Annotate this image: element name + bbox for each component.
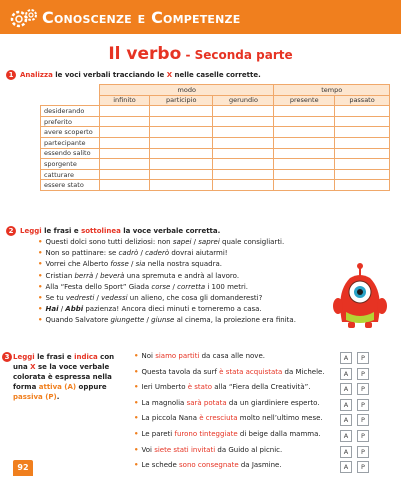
answer-box-row xyxy=(340,429,390,445)
answer-cell[interactable] xyxy=(213,159,274,170)
answer-cell[interactable] xyxy=(150,106,213,117)
sentence-text: Quando Salvatore xyxy=(45,316,111,325)
passive-checkbox[interactable]: P xyxy=(357,446,369,458)
instr-passive: passiva (P) xyxy=(13,393,57,401)
sentence-text: alla “Fiera della Creatività”. xyxy=(211,383,311,392)
option-separator: / xyxy=(144,316,152,325)
answer-cell[interactable] xyxy=(150,148,213,159)
verb-option[interactable]: Abbi xyxy=(65,305,84,314)
answer-cell[interactable] xyxy=(274,106,335,117)
exercise-2-instruction xyxy=(20,227,220,235)
answer-box-row xyxy=(340,460,390,476)
sentence-item xyxy=(134,380,334,396)
bullet-icon: • xyxy=(134,383,139,392)
highlighted-verb: sarà potata xyxy=(186,398,227,407)
answer-cell[interactable] xyxy=(150,137,213,148)
instr-text: le frasi e xyxy=(41,227,82,235)
instr-text: se la voce verbale colorata è espressa nella forma xyxy=(13,363,112,391)
title-sub: - Seconda parte xyxy=(181,48,293,62)
answer-cell[interactable] xyxy=(213,137,274,148)
sentence-text: Vorrei che Alberto xyxy=(45,260,111,269)
highlighted-verb: furono tinteggiate xyxy=(174,429,238,438)
answer-cell[interactable] xyxy=(150,116,213,127)
header-bar xyxy=(0,0,401,34)
bullet-icon: • xyxy=(134,352,139,360)
answer-cell[interactable] xyxy=(100,148,150,159)
verb-option[interactable]: vedessi xyxy=(101,294,128,303)
sentence-text: i 100 metri. xyxy=(205,282,249,291)
answer-cell[interactable] xyxy=(213,180,274,191)
answer-cell[interactable] xyxy=(100,159,150,170)
table-row xyxy=(41,116,390,127)
col-header: passato xyxy=(335,95,390,106)
answer-cell[interactable] xyxy=(274,159,335,170)
answer-cell[interactable] xyxy=(100,137,150,148)
sentence-text: di beige dalla mamma. xyxy=(237,429,321,438)
bullet-icon: • xyxy=(134,445,139,454)
page-number: 92 xyxy=(13,460,33,476)
answer-box-row xyxy=(340,398,390,414)
instr-text: le frasi e xyxy=(34,353,75,361)
answer-cell[interactable] xyxy=(150,169,213,180)
exercise-3-answer-boxes xyxy=(340,351,390,476)
sentence-text: una spremuta e andrà al lavoro. xyxy=(124,271,240,280)
answer-cell[interactable] xyxy=(274,148,335,159)
passive-checkbox[interactable]: P xyxy=(357,461,369,473)
sentence-text: da Michele. xyxy=(282,367,325,376)
gears-icon xyxy=(8,6,40,30)
table-row xyxy=(41,137,390,148)
col-header: participio xyxy=(150,95,213,106)
answer-cell[interactable] xyxy=(274,137,335,148)
sentence-text: Questa tavola da surf xyxy=(141,367,220,376)
sentence-text: Noi xyxy=(141,352,156,360)
analysis-table xyxy=(40,84,390,191)
bullet-icon: • xyxy=(38,249,43,258)
sentence-item xyxy=(134,443,334,459)
verb-option[interactable]: Hai xyxy=(45,305,59,314)
row-label: essendo salito xyxy=(41,148,100,159)
sentence-text: Questi dolci sono tutti deliziosi: non xyxy=(45,238,173,246)
alien-mascot-illustration xyxy=(330,262,390,332)
instr-text: nelle caselle corrette. xyxy=(172,71,261,79)
answer-cell[interactable] xyxy=(335,116,390,127)
sentence-text: La piccola Nana xyxy=(141,414,200,423)
exercise-2-number: 2 xyxy=(6,226,16,236)
exercise-3-sentences xyxy=(134,349,334,474)
sentence-text: Non so pattinare: se xyxy=(45,249,119,258)
verb-option[interactable]: beverà xyxy=(100,271,125,280)
verb-option[interactable]: fosse xyxy=(110,260,129,269)
table-row xyxy=(41,106,390,117)
answer-cell[interactable] xyxy=(150,159,213,170)
answer-cell[interactable] xyxy=(213,148,274,159)
sentence-text: molto nell’ultimo mese. xyxy=(237,414,323,423)
page-title xyxy=(0,44,401,64)
verb-option[interactable]: corse xyxy=(151,282,171,291)
passive-checkbox[interactable]: P xyxy=(357,383,369,395)
sentence-text: Voi xyxy=(141,445,155,454)
instr-text: . xyxy=(56,393,60,401)
option-separator: / xyxy=(191,238,199,246)
sentence-text: Cristian xyxy=(45,271,75,280)
option-separator: / xyxy=(128,260,136,269)
active-checkbox[interactable]: A xyxy=(340,368,352,380)
sentence-item xyxy=(134,349,334,365)
answer-cell[interactable] xyxy=(274,116,335,127)
table-row xyxy=(41,159,390,170)
sentence-item xyxy=(134,411,334,427)
answer-cell[interactable] xyxy=(335,148,390,159)
active-checkbox[interactable]: A xyxy=(340,352,352,364)
instr-x: X xyxy=(166,71,173,79)
row-label: preferito xyxy=(41,116,100,127)
instr-verb: Analizza xyxy=(20,71,53,79)
instr-active: attiva (A) xyxy=(38,383,77,391)
passive-checkbox[interactable]: P xyxy=(357,368,369,380)
instr-verb: Leggi xyxy=(13,353,35,361)
answer-box-row xyxy=(340,445,390,461)
instr-verb: indica xyxy=(74,353,98,361)
col-header: gerundio xyxy=(213,95,274,106)
highlighted-verb: siete stati invitati xyxy=(154,445,216,454)
answer-cell[interactable] xyxy=(213,127,274,138)
row-label: partecipante xyxy=(41,137,100,148)
active-checkbox[interactable]: A xyxy=(340,430,352,442)
verb-option[interactable]: sia xyxy=(135,260,146,269)
instr-text: con una xyxy=(13,353,115,371)
sentence-item xyxy=(38,237,393,248)
title-main: Il verbo xyxy=(108,44,182,64)
active-checkbox[interactable]: A xyxy=(340,461,352,473)
exercise-1-instruction xyxy=(20,71,261,79)
answer-cell[interactable] xyxy=(335,106,390,117)
sentence-text: Le pareti xyxy=(141,429,175,438)
answer-cell[interactable] xyxy=(335,169,390,180)
option-separator: / xyxy=(138,249,146,258)
answer-box-row xyxy=(340,413,390,429)
sentence-text: da Jasmine. xyxy=(238,461,282,470)
highlighted-verb: è stato xyxy=(187,383,212,392)
answer-cell[interactable] xyxy=(150,180,213,191)
verb-option[interactable]: corretta xyxy=(177,282,206,291)
sentence-text: da casa alle nove. xyxy=(199,352,265,360)
table-row xyxy=(41,180,390,191)
sentence-text: La magnolia xyxy=(141,398,187,407)
option-separator: / xyxy=(58,305,66,314)
bullet-icon: • xyxy=(38,238,43,246)
answer-cell[interactable] xyxy=(335,127,390,138)
row-label: avere scoperto xyxy=(41,127,100,138)
verb-option[interactable]: saprei xyxy=(198,238,220,246)
passive-checkbox[interactable]: P xyxy=(357,414,369,426)
bullet-icon: • xyxy=(38,294,43,303)
active-checkbox[interactable]: A xyxy=(340,383,352,395)
bullet-icon: • xyxy=(38,282,43,291)
col-header: infinito xyxy=(100,95,150,106)
row-label: desiderando xyxy=(41,106,100,117)
group-header-tempo: tempo xyxy=(274,85,390,96)
answer-cell[interactable] xyxy=(274,169,335,180)
answer-cell[interactable] xyxy=(213,169,274,180)
bullet-icon: • xyxy=(38,260,43,269)
passive-checkbox[interactable]: P xyxy=(357,430,369,442)
answer-cell[interactable] xyxy=(100,127,150,138)
table-row xyxy=(41,148,390,159)
instr-text: oppure xyxy=(76,383,107,391)
row-label: essere stato xyxy=(41,180,100,191)
bullet-icon: • xyxy=(134,414,139,423)
highlighted-verb: siamo partiti xyxy=(155,352,200,360)
sentence-text: nella nostra squadra. xyxy=(145,260,222,269)
answer-cell[interactable] xyxy=(335,159,390,170)
active-checkbox[interactable]: A xyxy=(340,399,352,411)
instr-x: X xyxy=(30,363,36,371)
instr-text: le voci verbali tracciando le xyxy=(52,71,167,79)
sentence-text: un alieno, che cosa gli domanderesti? xyxy=(127,294,263,303)
row-label: catturare xyxy=(41,169,100,180)
sentence-text: al cinema, la proiezione era finita. xyxy=(174,316,296,325)
verb-option[interactable]: giungette xyxy=(110,316,145,325)
sentence-text: quale consigliarti. xyxy=(219,238,285,246)
answer-cell[interactable] xyxy=(100,169,150,180)
bullet-icon: • xyxy=(38,316,43,325)
sentence-item xyxy=(134,427,334,443)
answer-cell[interactable] xyxy=(100,180,150,191)
instr-verb: Leggi xyxy=(20,227,42,235)
verb-option[interactable]: caderò xyxy=(145,249,170,258)
sentence-text: Ieri Umberto xyxy=(141,383,188,392)
highlighted-verb: è cresciuta xyxy=(199,414,238,423)
answer-cell[interactable] xyxy=(100,116,150,127)
sentence-text: Le schede xyxy=(141,461,180,470)
verb-option[interactable]: cadrò xyxy=(118,249,139,258)
answer-cell[interactable] xyxy=(100,106,150,117)
sentence-item xyxy=(134,458,334,474)
answer-box-row xyxy=(340,351,390,367)
sentence-text: pazienza! Ancora dieci minuti e torneremo a casa. xyxy=(83,305,262,314)
answer-box-row xyxy=(340,382,390,398)
bullet-icon: • xyxy=(38,305,43,314)
answer-cell[interactable] xyxy=(150,127,213,138)
exercise-1-number: 1 xyxy=(6,70,16,80)
verb-option[interactable]: sapei xyxy=(172,238,192,246)
option-separator: / xyxy=(170,282,178,291)
sentence-text: Alla “Festa dello Sport” Giada xyxy=(45,282,152,291)
answer-cell[interactable] xyxy=(274,180,335,191)
active-checkbox[interactable]: A xyxy=(340,446,352,458)
answer-cell[interactable] xyxy=(274,127,335,138)
option-separator: / xyxy=(94,294,102,303)
group-header-modo: modo xyxy=(100,85,274,96)
option-separator: / xyxy=(93,271,101,280)
sentence-text: dovrai aiutarmi! xyxy=(169,249,228,258)
bullet-icon: • xyxy=(134,367,139,376)
table-row xyxy=(41,127,390,138)
answer-cell[interactable] xyxy=(213,116,274,127)
answer-cell[interactable] xyxy=(335,180,390,191)
passive-checkbox[interactable]: P xyxy=(357,352,369,364)
bullet-icon: • xyxy=(38,271,43,280)
highlighted-verb: è stata acquistata xyxy=(219,367,283,376)
instr-text: la voce verbale corretta. xyxy=(120,227,221,235)
bullet-icon: • xyxy=(134,398,139,407)
sentence-item xyxy=(38,248,393,259)
answer-cell[interactable] xyxy=(335,137,390,148)
instr-verb: sottolinea xyxy=(81,227,121,235)
exercise-3-number: 3 xyxy=(2,352,12,362)
sentence-text: da un giardiniere esperto. xyxy=(226,398,320,407)
answer-box-row xyxy=(340,367,390,383)
bullet-icon: • xyxy=(134,461,139,470)
verb-option[interactable]: vedresti xyxy=(65,294,95,303)
sentence-item xyxy=(134,396,334,412)
row-label: sporgente xyxy=(41,159,100,170)
exercise-3-instruction xyxy=(13,352,131,402)
answer-cell[interactable] xyxy=(213,106,274,117)
verb-option[interactable]: giunse xyxy=(151,316,175,325)
col-header: presente xyxy=(274,95,335,106)
verb-option[interactable]: berrà xyxy=(74,271,94,280)
active-checkbox[interactable]: A xyxy=(340,414,352,426)
sentence-item xyxy=(134,365,334,381)
sentence-text: Se tu xyxy=(45,294,66,303)
section-brand: Conoscenze e Competenze xyxy=(42,8,241,27)
passive-checkbox[interactable]: P xyxy=(357,399,369,411)
highlighted-verb: sono consegnate xyxy=(179,461,239,470)
bullet-icon: • xyxy=(134,429,139,438)
sentence-text: da Guido al picnic. xyxy=(215,445,283,454)
table-row xyxy=(41,169,390,180)
